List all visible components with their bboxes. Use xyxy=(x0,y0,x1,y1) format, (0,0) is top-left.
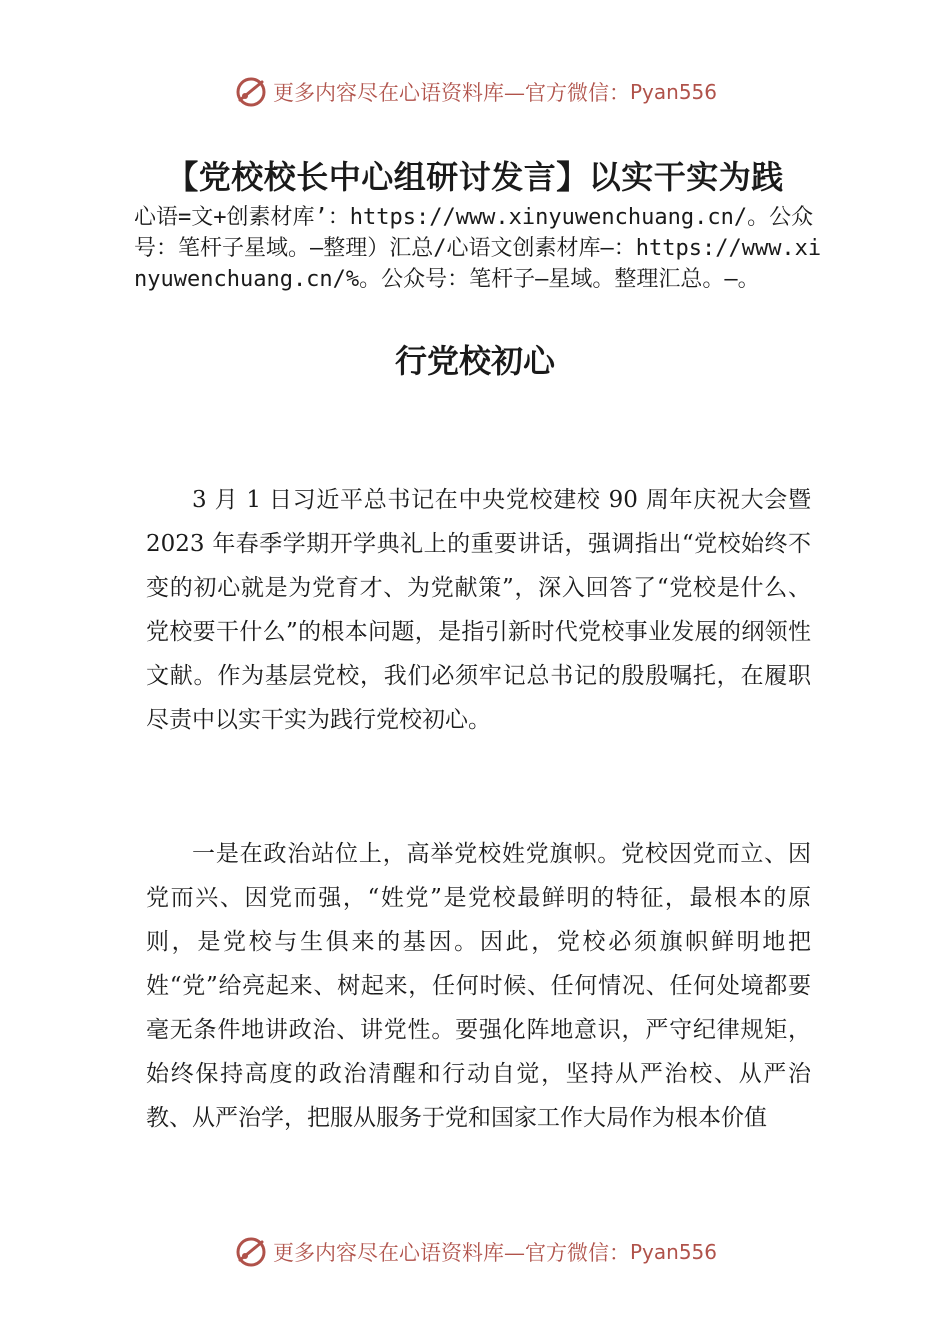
document-title: 【党校校长中心组研讨发言】以实干实为践 xyxy=(166,158,784,196)
brush-circle-logo-icon xyxy=(233,74,269,110)
banner-text: 更多内容尽在心语资料库—官方微信： xyxy=(272,81,630,105)
paragraph-2: 一是在政治站位上，高举党校姓党旗帜。党校因党而立、因党而兴、因党而强，“姓党”是党校最鲜明的特征，最根本的原则，是党校与生俱来的基因。因此，党校必须旗帜鲜明地把姓“党”给亮起来、树起来，任何时候、任何情况、任何处境都要毫无条件地讲政治、讲党性。要强化阵地意识，严守纪律规矩，始终保持高度的政治清醒和行动自觉，坚持从严治校、从严治教、从严治学，把服从服务于党和国家工作大局作为根本价值 xyxy=(146,841,811,1131)
document-subtitle: 行党校初心 xyxy=(394,342,555,380)
watermark-noise-text: 心语=文+创素材库’：https://www.xinyuwenchuang.cn/。公众号：笔杆子星域。—整理）汇总/心语文创素材库—：https://www.xinyuwenchuang.cn/%。公众号：笔杆子—星域。整理汇总。—。 xyxy=(134,205,822,292)
brush-circle-logo-icon xyxy=(233,1234,269,1270)
footer-watermark-banner xyxy=(0,1230,950,1274)
banner-wechat-id: Pyan556 xyxy=(629,1240,717,1264)
paragraph-1: 3 月 1 日习近平总书记在中央党校建校 90 周年庆祝大会暨 2023 年春季学期开学典礼上的重要讲话，强调指出“党校始终不变的初心就是为党育才、为党献策”，深入回答了“党校是什么、党校要干什么”的根本问题，是指引新时代党校事业发展的纲领性文献。作为基层党校，我们必须牢记总书记的殷殷嘱托，在履职尽责中以实干实为践行党校初心。 xyxy=(146,487,811,733)
banner-text: 更多内容尽在心语资料库—官方微信： xyxy=(272,1241,630,1265)
header-watermark-banner xyxy=(0,70,950,114)
banner-wechat-id: Pyan556 xyxy=(629,80,717,104)
